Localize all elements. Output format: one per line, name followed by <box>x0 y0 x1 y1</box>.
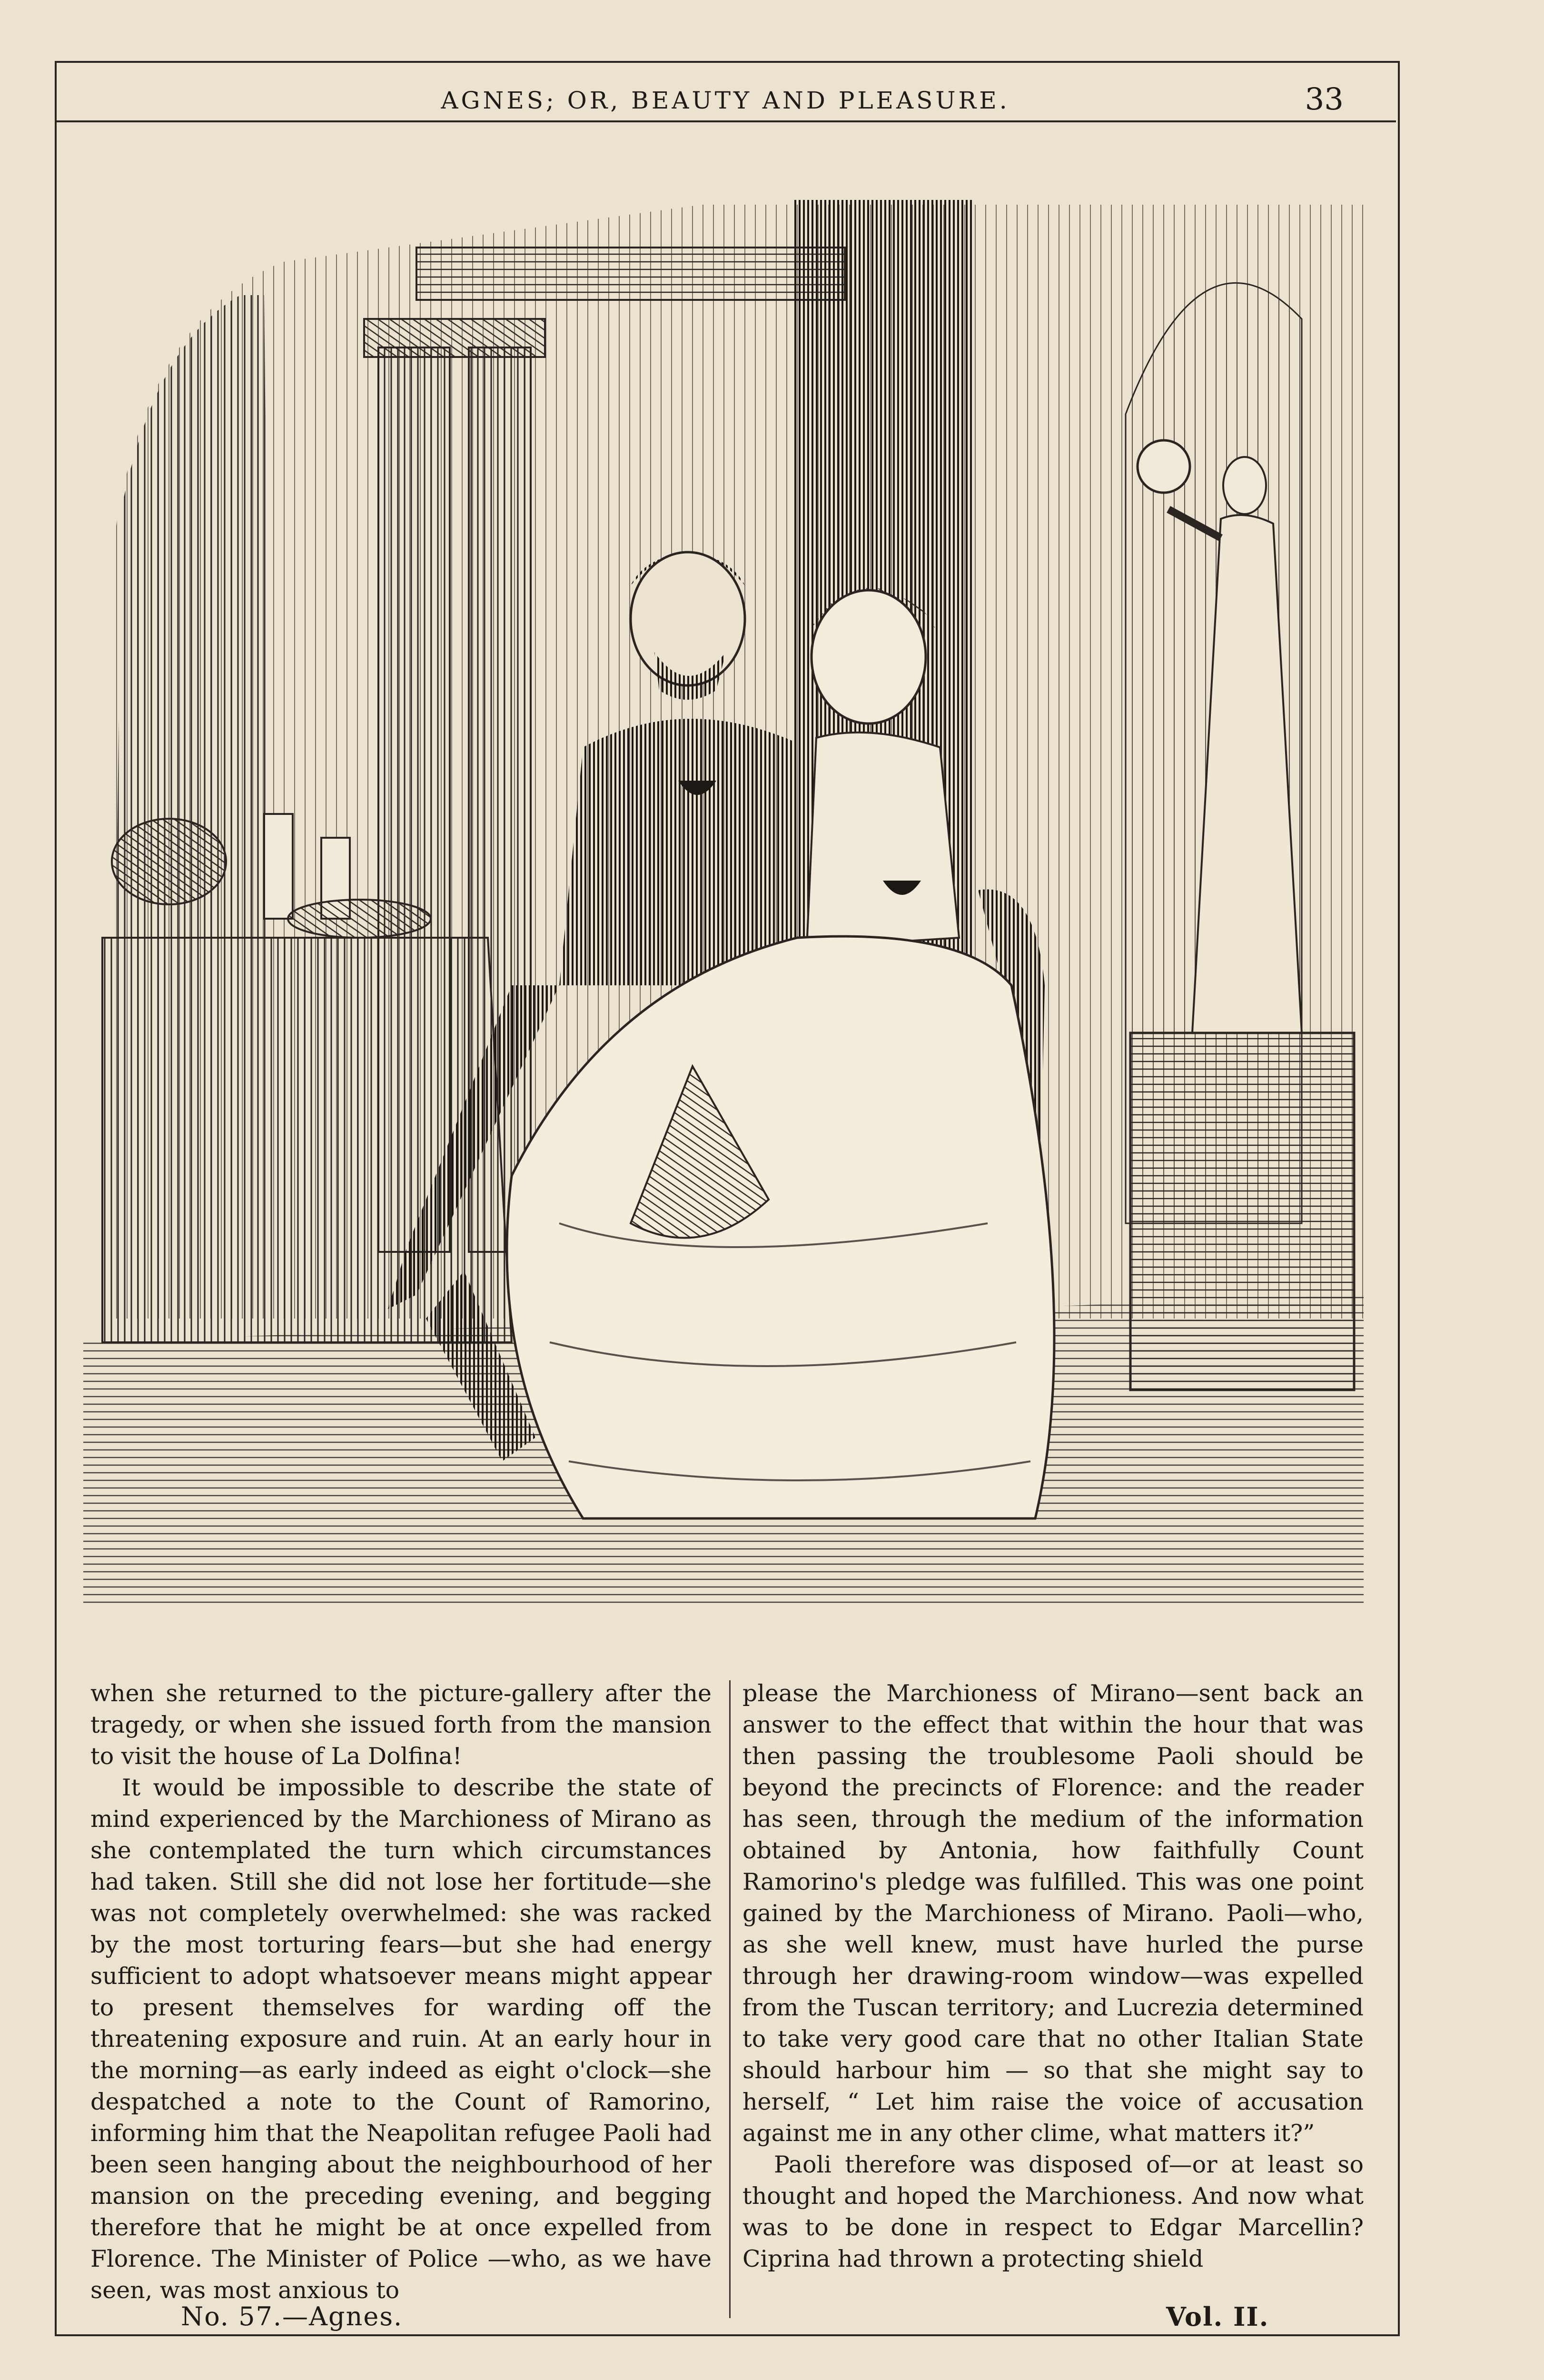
engraving-couple-salon-icon <box>83 176 1364 1604</box>
issue-number: No. 57.—Agnes. <box>181 2301 403 2331</box>
paragraph: Paoli therefore was disposed of—or at least so thought and hoped the Marchioness. And now what was to be done in respect to Edgar Marcellin? Ciprina had thrown a protecting shield <box>742 2151 1364 2272</box>
engraving-illustration <box>83 176 1364 1604</box>
paragraph: It would be impossible to describe the state of mind experienced by the Marchioness of Mirano as she contemplated the turn which circumstances had taken. Still she did not lose her fortitude—she was not completely overwhelmed: she was racked by the most torturing fears—but she had energy sufficient to adopt whatsoever means might appear to present themselves for warding off the threatening exposure and ruin. At an early hour in the morning—as early indeed as eight o'clock—she despatched a note to the Count of Ramorino, informing him that the Neapolitan refugee Paoli had been seen hanging about the neighbourhood of her mansion on the preceding evening, and begging therefore that he might be at once expelled from Florence. The Minister of Police —who, as we have seen, was most anxious to <box>90 1774 712 2304</box>
text-column-left <box>90 1678 712 2306</box>
column-divider <box>729 1680 731 2318</box>
page-number: 33 <box>1305 82 1344 117</box>
page-header <box>55 61 1396 122</box>
volume-number: Vol. II. <box>1166 2301 1269 2332</box>
running-title: AGNES; OR, BEAUTY AND PLEASURE. <box>441 87 1010 114</box>
paragraph: when she returned to the picture-gallery after the tragedy, or when she issued forth from the mansion to visit the house of La Dolfina! <box>90 1680 712 1770</box>
paragraph: please the Marchioness of Mirano—sent back an answer to the effect that within the hour that was then passing the troublesome Paoli should be beyond the precincts of Florence: and the reader has seen, through the medium of the information obtained by Antonia, how faithfully Count Ramorino's pledge was fulfilled. This was one point gained by the Marchioness of Mirano. Paoli—who, as she well knew, must have hurled the purse through her drawing-room window—was expelled from the Tuscan territory; and Lucrezia determined to take very good care that no other Italian State should harbour him — so that she might say to herself, “ Let him raise the voice of accusation against me in any other clime, what matters it?” <box>742 1680 1364 2147</box>
text-column-right <box>742 1678 1364 2275</box>
